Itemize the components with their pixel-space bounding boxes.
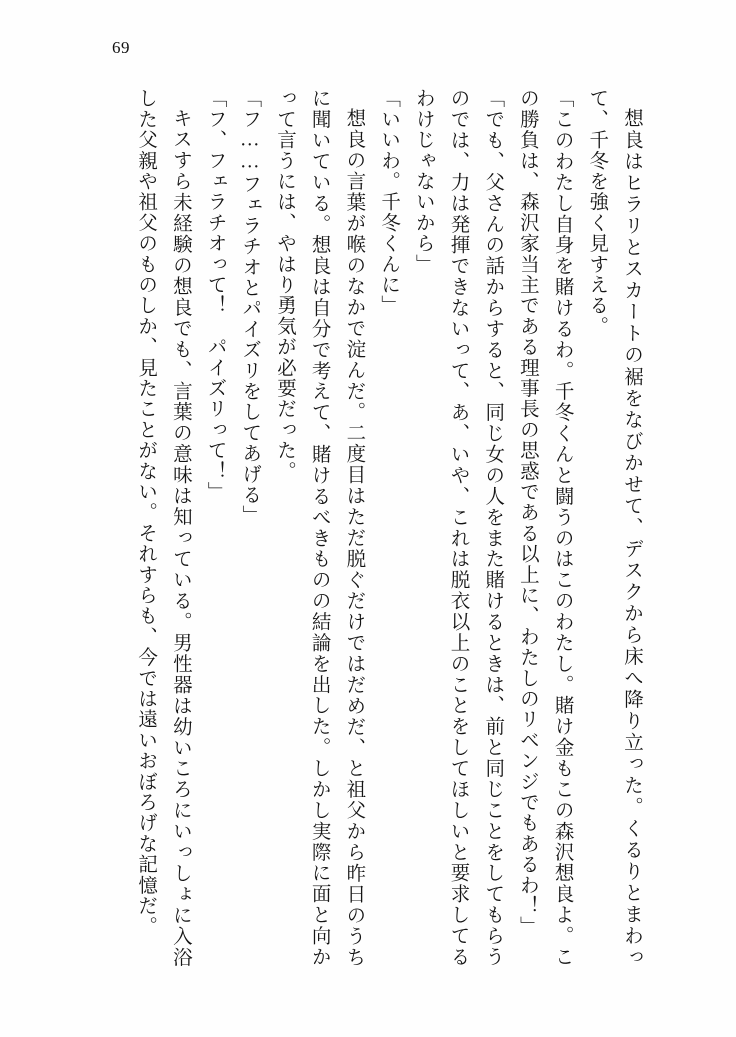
page-number: 69 [112, 38, 130, 57]
paragraph-dialogue: 「いいわ。千冬くんに」 [378, 88, 400, 316]
page-body-text [96, 88, 648, 967]
paragraph-dialogue: 「フ、フェラチオって！ パイズリって！」 [204, 88, 226, 502]
paragraph-dialogue: 「でも、父さんの話からすると、同じ女の人をまた賭けるときは、前と同じことをしてもらうのでは、力は発揮できないって、あ、いや、これは脱衣以上のことをしてほしいと要求してるわけじゃないから」 [412, 88, 504, 967]
paragraph-dialogue: 「フ……フェラチオとパイズリをしてあげる」 [239, 88, 261, 526]
paragraph-narration: 想良の言葉が喉のなかで淀んだ。二度目はただ脱ぐだけではだめだ、と祖父から昨日のうちに聞いている。想良は自分で考えて、賭けるべきものの結論を出した。しかし実際に面と向かって言うには、やはり勇気が必要だった。 [273, 88, 365, 967]
paragraph-narration: 想良はヒラリとスカートの裾をなびかせて、デスクから床へ降り立った。くるりとまわって、千冬を強く見すえる。 [586, 88, 642, 967]
paragraph-dialogue: 「このわたし自身を賭けるわ。千冬くんと闘うのはこのわたし。賭け金もこの森沢想良よ。この勝負は、森沢家当主である理事長の思惑である以上に、わたしのリベンジでもあるわ！」 [516, 88, 573, 967]
paragraph-narration: キスすら未経験の想良でも、言葉の意味は知っている。男性器は幼いころにいっしょに入浴した父親や祖父のものしか、見たことがない。それすらも、今では遠いおぼろげな記憶だ。 [135, 88, 191, 967]
